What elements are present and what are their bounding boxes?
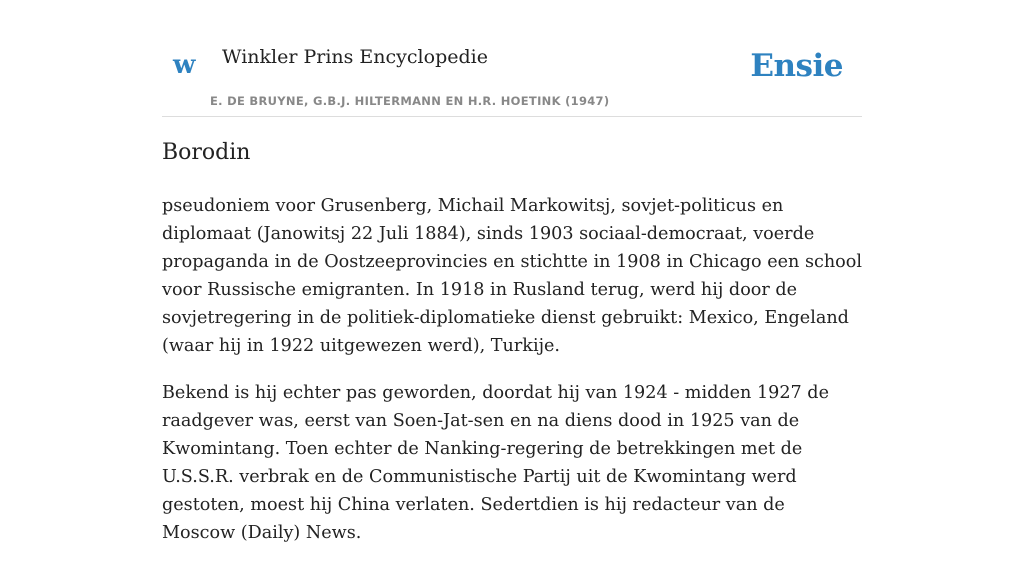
book-title[interactable]: Winkler Prins Encyclopedie	[222, 46, 488, 68]
entry-paragraph: pseudoniem voor Grusenberg, Michail Markowitsj, sovjet-politicus en diplomaat (Janowitsj 22 Juli 1884), sinds 1903 sociaal-democraat, voerde propaganda in de Oostzeeprovincies en stichtte in 1908 in Chicago een school voor Russische emigranten. In 1918 in Rusland terug, werd hij door de sovjetregering in de politiek-diplomatieke dienst gebruikt: Mexico, Engeland (waar hij in 1922 uitgewezen werd), Turkije.	[162, 196, 862, 356]
book-authors: E. DE BRUYNE, G.B.J. HILTERMANN EN H.R. HOETINK (1947)	[210, 94, 610, 108]
book-logo-icon[interactable]: w	[173, 50, 196, 80]
entry-title: Borodin	[162, 140, 251, 165]
entry-paragraph: Bekend is hij echter pas geworden, doordat hij van 1924 - midden 1927 de raadgever was, eerst van Soen-Jat-sen en na diens dood in 1925 van de Kwomintang. Toen echter de Nanking-regering de betrekkingen met de U.S.S.R. verbrak en de Communistische Partij uit de Kwomintang werd gestoten, moest hij China verlaten. Sedertdien is hij redacteur van de Moscow (Daily) News.	[162, 383, 829, 543]
header	[162, 0, 862, 117]
brand-logo[interactable]: Ensie	[750, 48, 843, 84]
entry-body	[162, 192, 862, 566]
